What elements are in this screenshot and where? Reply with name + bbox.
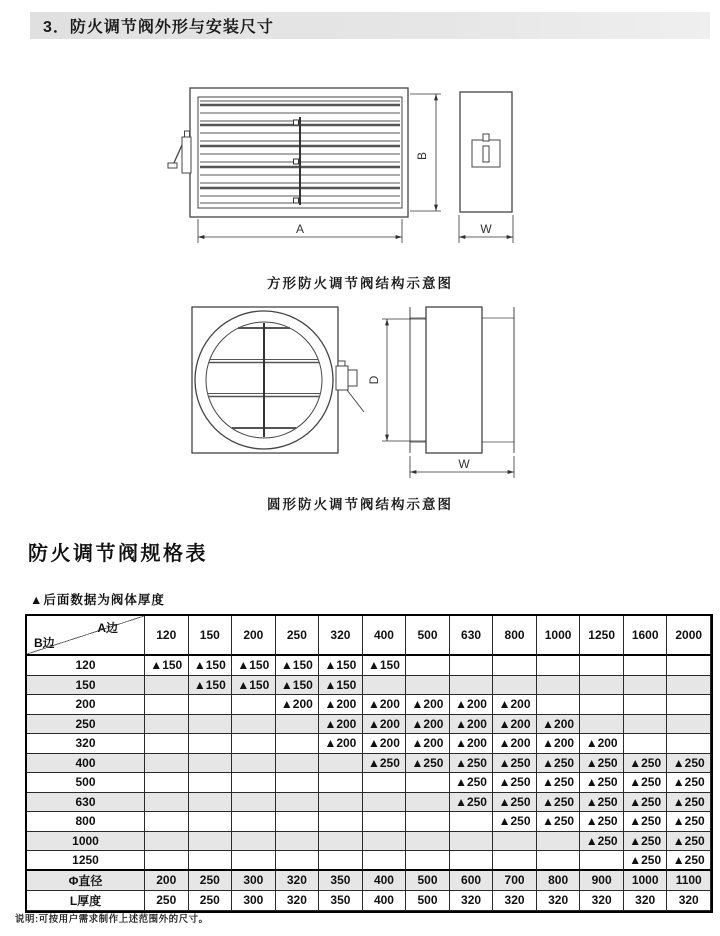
spec-cell: ▲250 <box>537 793 581 813</box>
col-header: 800 <box>493 616 537 656</box>
spec-cell: ▲250 <box>537 754 581 774</box>
spec-cell: ▲250 <box>667 812 711 832</box>
spec-cell: 400 <box>363 891 407 911</box>
spec-cell: ▲250 <box>363 754 407 774</box>
spec-cell <box>624 656 668 676</box>
spec-cell: ▲250 <box>537 773 581 793</box>
spec-cell <box>276 734 320 754</box>
col-header: 1000 <box>537 616 581 656</box>
spec-cell: 320 <box>537 891 581 911</box>
spec-cell <box>406 656 450 676</box>
spec-cell <box>276 773 320 793</box>
spec-cell: ▲250 <box>493 773 537 793</box>
spec-cell: 320 <box>493 891 537 911</box>
spec-cell: ▲200 <box>276 695 320 715</box>
spec-table <box>25 614 713 913</box>
spec-cell: ▲250 <box>450 793 494 813</box>
spec-table-heading: 防火调节阀规格表 <box>28 543 208 565</box>
spec-cell <box>145 851 189 871</box>
spec-cell <box>232 734 276 754</box>
spec-cell <box>624 715 668 735</box>
spec-cell <box>145 773 189 793</box>
spec-cell: ▲150 <box>276 656 320 676</box>
spec-cell: ▲200 <box>406 695 450 715</box>
spec-cell: ▲250 <box>667 851 711 871</box>
spec-cell <box>580 695 624 715</box>
spec-cell: 700 <box>493 871 537 891</box>
spec-cell: 500 <box>406 871 450 891</box>
spec-cell: ▲250 <box>667 773 711 793</box>
spec-cell: 320 <box>624 891 668 911</box>
spec-cell <box>580 851 624 871</box>
dim-label-W: W <box>458 457 470 471</box>
spec-cell <box>145 793 189 813</box>
spec-cell <box>276 812 320 832</box>
spec-cell <box>363 793 407 813</box>
spec-cell <box>319 793 363 813</box>
spec-cell: ▲250 <box>624 851 668 871</box>
spec-cell <box>189 695 233 715</box>
spec-cell: 300 <box>232 891 276 911</box>
spec-cell: ▲250 <box>580 832 624 852</box>
spec-cell <box>319 851 363 871</box>
spec-cell <box>319 832 363 852</box>
round-damper-front-view <box>192 307 364 453</box>
spec-cell: ▲250 <box>493 812 537 832</box>
spec-cell <box>363 676 407 696</box>
spec-cell: 320 <box>276 871 320 891</box>
spec-cell: ▲200 <box>363 715 407 735</box>
spec-cell: ▲200 <box>537 734 581 754</box>
spec-cell: ▲250 <box>450 754 494 774</box>
round-damper-side-view <box>410 307 514 453</box>
spec-cell: 320 <box>276 891 320 911</box>
spec-cell: 1100 <box>667 871 711 891</box>
row-label: 320 <box>27 734 145 754</box>
table-corner-cell <box>27 616 145 656</box>
spec-cell <box>363 812 407 832</box>
row-label: 150 <box>27 676 145 696</box>
spec-cell <box>145 832 189 852</box>
spec-cell: ▲250 <box>450 773 494 793</box>
spec-cell <box>232 754 276 774</box>
spec-cell <box>145 676 189 696</box>
spec-cell <box>363 851 407 871</box>
row-label: 630 <box>27 793 145 813</box>
col-header: 150 <box>189 616 233 656</box>
section-title-bar <box>30 12 710 39</box>
spec-cell <box>450 812 494 832</box>
spec-cell <box>276 793 320 813</box>
spec-cell <box>624 676 668 696</box>
spec-cell <box>276 754 320 774</box>
spec-cell <box>406 812 450 832</box>
spec-cell <box>232 695 276 715</box>
spec-cell: ▲200 <box>406 715 450 735</box>
spec-cell: 600 <box>450 871 494 891</box>
spec-cell: ▲150 <box>319 656 363 676</box>
spec-cell <box>667 715 711 735</box>
spec-cell <box>493 656 537 676</box>
spec-cell: ▲200 <box>319 715 363 735</box>
spec-cell: ▲200 <box>493 695 537 715</box>
spec-cell: ▲200 <box>450 695 494 715</box>
spec-cell: ▲250 <box>580 754 624 774</box>
spec-cell <box>624 695 668 715</box>
spec-cell <box>450 656 494 676</box>
spec-cell <box>537 695 581 715</box>
spec-cell <box>276 851 320 871</box>
col-header: 200 <box>232 616 276 656</box>
spec-cell <box>189 754 233 774</box>
spec-cell <box>667 656 711 676</box>
spec-cell <box>667 734 711 754</box>
dim-label-B: B <box>415 151 429 161</box>
spec-cell <box>145 695 189 715</box>
col-header: 630 <box>450 616 494 656</box>
spec-cell: 250 <box>189 871 233 891</box>
spec-cell <box>276 832 320 852</box>
spec-cell: 200 <box>145 871 189 891</box>
spec-cell: ▲200 <box>493 715 537 735</box>
spec-cell <box>537 832 581 852</box>
spec-cell: ▲250 <box>406 754 450 774</box>
col-header: 120 <box>145 616 189 656</box>
spec-cell <box>232 812 276 832</box>
dimension-D <box>367 319 426 441</box>
row-label: Φ直径 <box>27 871 145 891</box>
spec-cell: ▲250 <box>624 812 668 832</box>
spec-cell <box>276 715 320 735</box>
spec-cell <box>145 734 189 754</box>
spec-cell <box>363 773 407 793</box>
corner-label-b-side: B边 <box>34 636 55 650</box>
row-label: 800 <box>27 812 145 832</box>
spec-cell: ▲250 <box>624 773 668 793</box>
dimension-B <box>410 94 441 211</box>
col-header: 250 <box>276 616 320 656</box>
spec-cell <box>319 754 363 774</box>
spec-cell <box>406 793 450 813</box>
row-label: 200 <box>27 695 145 715</box>
spec-cell: ▲200 <box>580 734 624 754</box>
spec-cell <box>450 676 494 696</box>
spec-cell <box>189 773 233 793</box>
square-damper-caption: 方形防火调节阀结构示意图 <box>267 276 453 291</box>
shaft-actuator <box>336 361 364 412</box>
spec-cell: ▲250 <box>667 754 711 774</box>
spec-cell <box>537 656 581 676</box>
spec-cell: ▲200 <box>406 734 450 754</box>
spec-cell: ▲150 <box>189 656 233 676</box>
spec-cell <box>580 715 624 735</box>
spec-cell <box>232 851 276 871</box>
row-label: 1250 <box>27 851 145 871</box>
spec-cell: ▲200 <box>319 695 363 715</box>
spec-cell: 300 <box>232 871 276 891</box>
spec-cell: 350 <box>319 871 363 891</box>
center-shaft <box>294 117 301 205</box>
spec-cell <box>189 734 233 754</box>
spec-cell: 250 <box>189 891 233 911</box>
col-header: 320 <box>319 616 363 656</box>
square-damper-diagram <box>160 75 540 250</box>
footnote: 说明:可按用户需求制作上述范围外的尺寸。 <box>15 914 209 925</box>
spec-cell: 1000 <box>624 871 668 891</box>
spec-cell: ▲200 <box>319 734 363 754</box>
dim-label-W: W <box>480 222 492 236</box>
spec-cell <box>493 676 537 696</box>
col-header: 1250 <box>580 616 624 656</box>
spec-cell: ▲150 <box>189 676 233 696</box>
spec-cell <box>406 832 450 852</box>
spec-cell: ▲250 <box>493 793 537 813</box>
spec-cell: 900 <box>580 871 624 891</box>
spec-cell <box>537 851 581 871</box>
spec-cell: 500 <box>406 891 450 911</box>
spec-cell: ▲200 <box>537 715 581 735</box>
spec-cell <box>189 851 233 871</box>
spec-cell <box>232 832 276 852</box>
spec-cell <box>667 676 711 696</box>
spec-cell: ▲250 <box>624 754 668 774</box>
spec-cell: ▲250 <box>537 812 581 832</box>
round-damper-diagram <box>180 300 540 490</box>
col-header: 1600 <box>624 616 668 656</box>
spec-cell: 800 <box>537 871 581 891</box>
section-title: 3．防火调节阀外形与安装尺寸 <box>43 19 274 36</box>
row-label: 400 <box>27 754 145 774</box>
spec-cell: 250 <box>145 891 189 911</box>
col-header: 2000 <box>667 616 711 656</box>
spec-cell: 320 <box>580 891 624 911</box>
spec-cell: ▲200 <box>363 695 407 715</box>
spec-cell <box>232 793 276 813</box>
square-damper-side-view <box>460 92 512 212</box>
spec-cell: ▲250 <box>580 812 624 832</box>
row-label: 500 <box>27 773 145 793</box>
spec-cell <box>145 812 189 832</box>
spec-cell <box>624 734 668 754</box>
spec-cell: ▲200 <box>450 715 494 735</box>
spec-cell: ▲150 <box>232 656 276 676</box>
spec-cell: ▲150 <box>276 676 320 696</box>
spec-cell <box>406 851 450 871</box>
spec-cell: ▲150 <box>145 656 189 676</box>
spec-cell <box>232 773 276 793</box>
spec-cell <box>493 832 537 852</box>
spec-cell <box>363 832 407 852</box>
spec-cell <box>145 715 189 735</box>
shaft-end <box>472 134 500 167</box>
dimension-W-square <box>459 215 513 243</box>
spec-cell: ▲250 <box>624 832 668 852</box>
spec-cell <box>319 773 363 793</box>
spec-cell: ▲250 <box>580 793 624 813</box>
spec-cell <box>189 793 233 813</box>
spec-cell: 320 <box>667 891 711 911</box>
spec-cell: 320 <box>450 891 494 911</box>
row-label: 250 <box>27 715 145 735</box>
square-damper-front-view <box>168 88 408 217</box>
dimension-A <box>198 219 402 243</box>
spec-cell <box>189 832 233 852</box>
spec-cell: ▲200 <box>450 734 494 754</box>
spec-cell <box>189 715 233 735</box>
manual-handle <box>168 131 191 173</box>
spec-cell: 350 <box>319 891 363 911</box>
col-header: 400 <box>363 616 407 656</box>
spec-cell <box>667 695 711 715</box>
spec-cell: 400 <box>363 871 407 891</box>
spec-cell: ▲150 <box>232 676 276 696</box>
spec-cell: ▲250 <box>667 832 711 852</box>
dim-label-D: D <box>367 375 381 385</box>
dimension-W-round <box>410 456 514 478</box>
spec-cell <box>145 754 189 774</box>
round-damper-caption: 圆形防火调节阀结构示意图 <box>267 497 453 512</box>
spec-cell: ▲250 <box>493 754 537 774</box>
dim-label-A: A <box>295 222 305 236</box>
row-label: 120 <box>27 656 145 676</box>
spec-cell: ▲200 <box>493 734 537 754</box>
thickness-note: ▲后面数据为阀体厚度 <box>30 593 165 607</box>
spec-cell <box>406 676 450 696</box>
spec-cell: ▲150 <box>363 656 407 676</box>
corner-label-a-side: A边 <box>97 621 118 635</box>
spec-cell <box>406 773 450 793</box>
spec-cell: ▲200 <box>363 734 407 754</box>
spec-cell <box>319 812 363 832</box>
spec-cell <box>537 676 581 696</box>
col-header: 500 <box>406 616 450 656</box>
spec-cell <box>189 812 233 832</box>
spec-cell <box>580 656 624 676</box>
spec-cell: ▲250 <box>580 773 624 793</box>
spec-cell: ▲250 <box>667 793 711 813</box>
spec-cell <box>493 851 537 871</box>
spec-cell: ▲250 <box>624 793 668 813</box>
spec-cell <box>450 832 494 852</box>
row-label: 1000 <box>27 832 145 852</box>
spec-cell <box>450 851 494 871</box>
spec-cell: ▲150 <box>319 676 363 696</box>
row-label: L厚度 <box>27 891 145 911</box>
spec-cell <box>580 676 624 696</box>
spec-cell <box>232 715 276 735</box>
